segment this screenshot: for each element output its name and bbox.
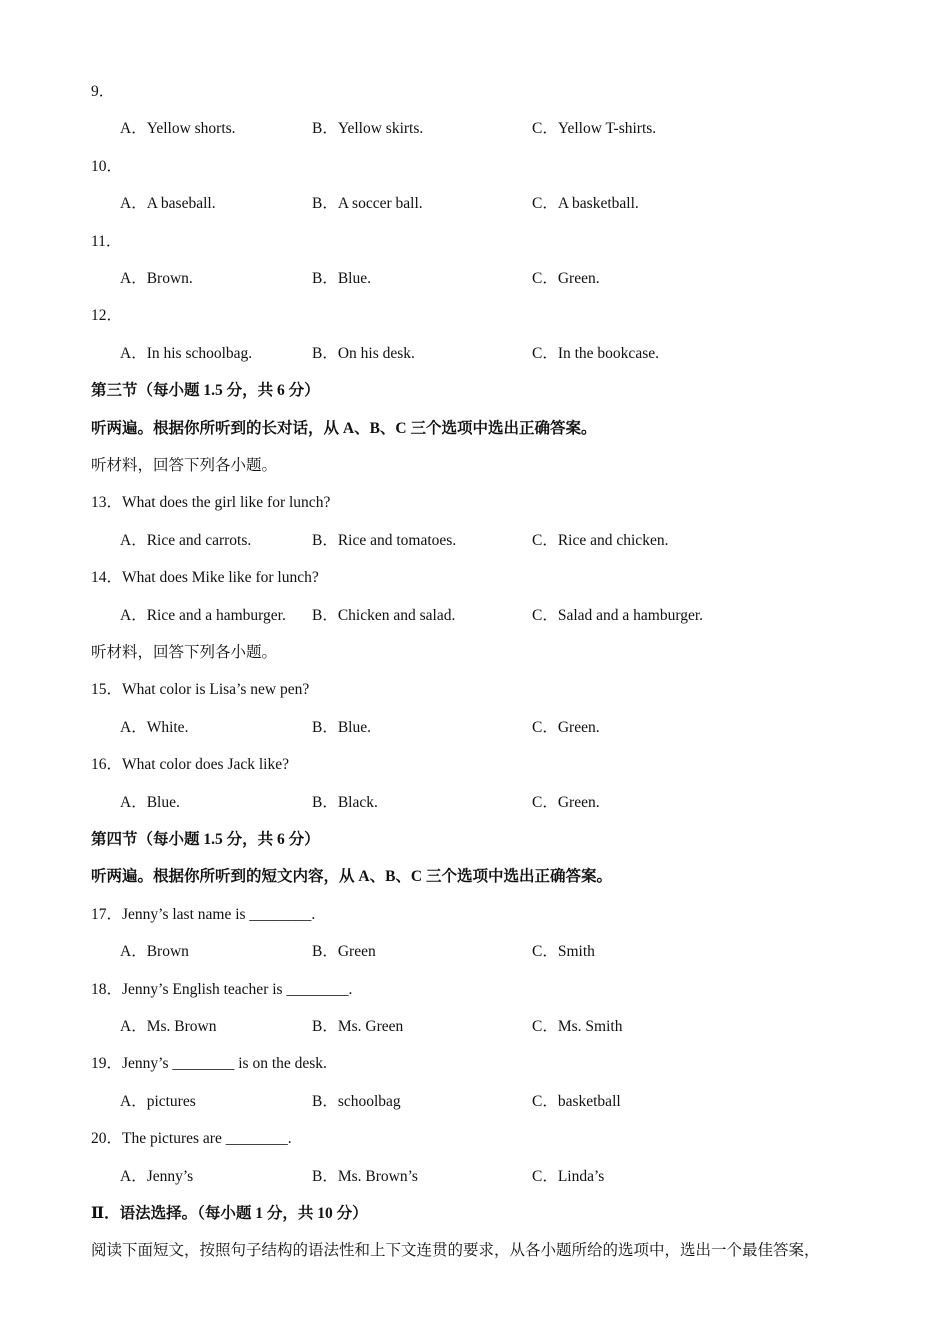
option-a: A．White. [120,719,189,736]
question-stem: 20．The pictures are ________. [91,1130,292,1147]
option-b: B．Ms. Brown’s [312,1168,418,1185]
option-b: B．A soccer ball. [312,195,423,212]
option-c: C．Smith [532,943,595,960]
option-c: C．Salad and a hamburger. [532,607,704,624]
option-c: C．Rice and chicken. [532,532,669,549]
option-a: A．Blue. [120,794,180,811]
question-stem: 10． [91,158,123,175]
option-c: C．basketball [532,1093,621,1110]
instruction-text: 听材料，回答下列各小题。 [91,457,278,474]
option-b: B．On his desk. [312,345,415,362]
section-heading: 听两遍。根据你所听到的短文内容，从 A、B、C 三个选项中选出正确答案。 [91,868,612,885]
section-heading: 听两遍。根据你所听到的长对话，从 A、B、C 三个选项中选出正确答案。 [91,420,597,437]
option-a: A．pictures [120,1093,196,1110]
option-a: A．Brown. [120,270,193,287]
option-a: A．Rice and carrots. [120,532,252,549]
option-c: C．A basketball. [532,195,639,212]
option-b: B．schoolbag [312,1093,401,1110]
option-b: B．Ms. Green [312,1018,404,1035]
option-c: C．In the bookcase. [532,345,659,362]
option-c: C．Yellow T-shirts. [532,120,657,137]
section-heading: 第三节（每小题 1.5 分，共 6 分） [91,382,320,399]
instruction-text: 听材料，回答下列各小题。 [91,644,278,661]
option-b: B．Green [312,943,376,960]
option-b: B．Rice and tomatoes. [312,532,457,549]
option-c: C．Green. [532,270,600,287]
option-b: B．Blue. [312,270,371,287]
option-a: A．Brown [120,943,189,960]
option-a: A．In his schoolbag. [120,345,253,362]
option-c: C．Linda’s [532,1168,605,1185]
question-stem: 14．What does Mike like for lunch? [91,569,319,586]
option-a: A．Ms. Brown [120,1018,217,1035]
question-stem: 19．Jenny’s ________ is on the desk. [91,1055,327,1072]
question-stem: 17．Jenny’s last name is ________. [91,906,316,923]
option-c: C．Green. [532,794,600,811]
question-stem: 13．What does the girl like for lunch? [91,494,331,511]
question-stem: 12． [91,307,123,324]
section-heading: 第四节（每小题 1.5 分，共 6 分） [91,831,320,848]
option-a: A．Rice and a hamburger. [120,607,286,624]
option-b: B．Black. [312,794,378,811]
option-a: A．Yellow shorts. [120,120,236,137]
option-a: A．Jenny’s [120,1168,194,1185]
option-b: B．Yellow skirts. [312,120,424,137]
question-stem: 11． [91,233,122,250]
option-c: C．Ms. Smith [532,1018,623,1035]
question-stem: 9． [91,83,115,100]
option-b: B．Chicken and salad. [312,607,456,624]
option-b: B．Blue. [312,719,371,736]
section-heading: Ⅱ．语法选择。（每小题 1 分，共 10 分） [91,1205,368,1222]
instruction-text: 阅读下面短文，按照句子结构的语法性和上下文连贯的要求，从各小题所给的选项中，选出一个最佳答案， [91,1242,820,1259]
question-stem: 16．What color does Jack like? [91,756,289,773]
option-c: C．Green. [532,719,600,736]
question-stem: 18．Jenny’s English teacher is ________. [91,981,353,998]
option-a: A．A baseball. [120,195,216,212]
question-stem: 15．What color is Lisa’s new pen? [91,681,310,698]
